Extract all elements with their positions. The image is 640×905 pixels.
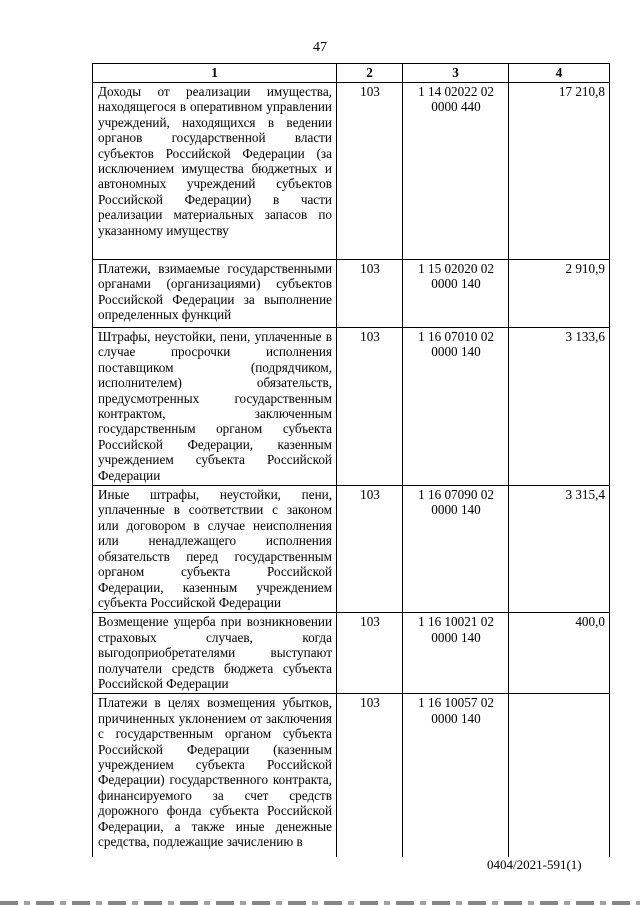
table-header-row (93, 64, 610, 83)
row-description: Доходы от реализации имущества, находящегося в оперативном управлении учреждений, находящихся в ведении органов государственной власти субъектов Российской Федерации (за исключением имущества бюджетных и автономных учреждений субъектов Российской Федерации) в части реализации материальных запасов по указанному имуществу (93, 83, 337, 260)
row-kbk-code: 1 14 02022 02 0000 440 (403, 83, 509, 260)
row-amount: 400,0 (509, 613, 610, 694)
document-code: 0404/2021-591(1) (487, 857, 582, 872)
row-description: Штрафы, неустойки, пени, уплаченные в случае просрочки исполнения поставщиком (подрядчиком, исполнителем) обязательств, предусмотренных государственным контрактом, заключенным государственным органом субъекта Российской Федерации, казенным учреждением субъекта Российской Федерации (93, 328, 337, 486)
row-amount: 3 133,6 (509, 328, 610, 486)
table-row (93, 694, 610, 858)
row-amount: 2 910,9 (509, 260, 610, 328)
table-row (93, 83, 610, 260)
row-kbk-code: 1 16 10021 02 0000 140 (403, 613, 509, 694)
row-admin-code: 103 (337, 260, 403, 328)
row-description: Возмещение ущерба при возникновении страховых случаев, когда выгодоприобретателями выступают получатели средств бюджета субъекта Российской Федерации (93, 613, 337, 694)
row-kbk-code: 1 16 07090 02 0000 140 (403, 486, 509, 613)
row-description: Платежи, взимаемые государственными органами (организациями) субъектов Российской Федерации за выполнение определенных функций (93, 260, 337, 328)
row-description: Иные штрафы, неустойки, пени, уплаченные в соответствии с законом или договором в случае неисполнения или ненадлежащего исполнения обязательств перед государственным органом субъекта Российской Федерации, казенным учреждением субъекта Российской Федерации (93, 486, 337, 613)
column-header-4: 4 (509, 64, 610, 83)
page-number: 47 (313, 40, 327, 55)
row-description: Платежи в целях возмещения убытков, причиненных уклонением от заключения с государственным органом субъекта Российской Федерации (казенным учреждением субъекта Российской Федерации) государственного контракта, финансируемого за счет средств дорожного фонда субъекта Российской Федерации, а также иные денежные средства, подлежащие зачислению в (93, 694, 337, 858)
row-admin-code: 103 (337, 613, 403, 694)
table-row (93, 328, 610, 486)
table-row (93, 260, 610, 328)
column-header-2: 2 (337, 64, 403, 83)
row-admin-code: 103 (337, 328, 403, 486)
column-header-3: 3 (403, 64, 509, 83)
revenue-table (92, 63, 610, 857)
scan-edge-strip (0, 901, 640, 905)
row-amount (509, 694, 610, 858)
column-header-1: 1 (93, 64, 337, 83)
row-admin-code: 103 (337, 83, 403, 260)
row-kbk-code: 1 16 07010 02 0000 140 (403, 328, 509, 486)
row-admin-code: 103 (337, 486, 403, 613)
row-amount: 17 210,8 (509, 83, 610, 260)
table-row (93, 613, 610, 694)
table-row (93, 486, 610, 613)
row-kbk-code: 1 15 02020 02 0000 140 (403, 260, 509, 328)
row-amount: 3 315,4 (509, 486, 610, 613)
row-admin-code: 103 (337, 694, 403, 858)
row-kbk-code: 1 16 10057 02 0000 140 (403, 694, 509, 858)
